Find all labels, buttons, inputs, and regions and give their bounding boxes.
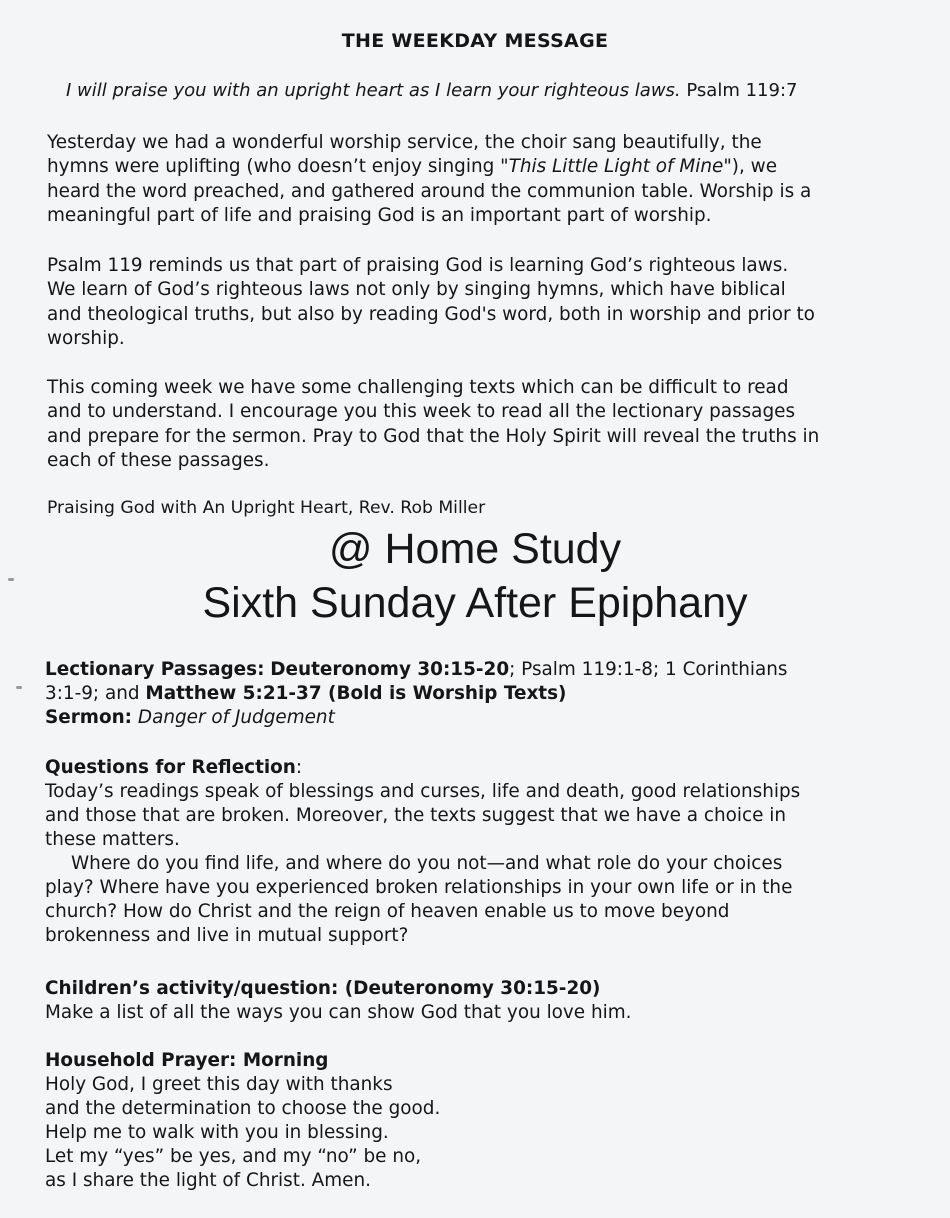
text-line: We learn of God’s righteous laws not only by singing hymns, which have biblical [47,279,786,301]
text-line: Help me to walk with you in blessing. [45,1122,389,1143]
heading-text: Questions for Reflection [45,757,296,778]
scan-speck [16,686,22,689]
text-line: brokenness and live in mutual support? [45,925,409,946]
text-line [47,155,919,179]
scripture-verse [66,80,797,101]
text-line: these matters. [45,829,180,850]
text-line: Where do you find life, and where do you not—and what role do your choices [71,853,783,874]
paragraph-worship [47,131,919,228]
text-line: meaningful part of life and praising God is an important part of worship. [47,204,712,226]
lectionary-worship-text: Deuteronomy 30:15-20 [270,659,510,680]
lectionary-worship-text: Matthew 5:21-37 (Bold is Worship Texts) [145,683,567,704]
lectionary-section [45,658,925,730]
text-line: and to understand. I encourage you this week to read all the lectionary passages [47,401,796,423]
text-line: Holy God, I greet this day with thanks [45,1074,393,1095]
hymn-title: "This Little Light of Mine" [500,156,732,178]
text-line: and prepare for the sermon. Pray to God that the Holy Spirit will reveal the truths in [47,425,820,447]
verse-reference: Psalm 119:7 [686,80,798,101]
text-line: and the determination to choose the good. [45,1098,441,1119]
paragraph-coming-week [47,376,919,473]
text-span: ; Psalm 119:1-8; 1 Corinthians [509,659,788,680]
sermon-title: Danger of Judgement [137,707,335,728]
heading-text: Household Prayer: Morning [45,1050,329,1071]
text-line: and those that are broken. Moreover, the texts suggest that we have a choice in [45,805,787,826]
scan-speck [8,578,14,581]
page-title: THE WEEKDAY MESSAGE [341,30,609,52]
section-heading [45,756,925,780]
text-line: play? Where have you experienced broken relationships in your own life or in the [45,877,793,898]
study-subtitle: Sixth Sunday After Epiphany [202,579,748,627]
heading-text: Children’s activity/question: (Deuteronomy 30:15-20) [45,978,601,999]
text-line: each of these passages. [47,449,270,471]
text-line [45,706,925,730]
text-line: heard the word preached, and gathered around the communion table. Worship is a [47,180,812,202]
lectionary-label: Lectionary Passages: [45,659,265,680]
text-line: This coming week we have some challenging texts which can be difficult to read [47,377,789,398]
text-span: hymns were uplifting (who doesn’t enjoy singing [47,156,501,178]
text-line [45,658,925,682]
paragraph-psalm [47,254,919,351]
signature: Praising God with An Upright Heart, Rev. Rob Miller [47,498,486,518]
reflection-section [45,756,925,948]
section-heading [45,977,925,1001]
text-line: Today’s readings speak of blessings and curses, life and death, good relationships [45,781,801,802]
sermon-label: Sermon: [45,707,133,728]
prayer-section [45,1049,925,1193]
text-line: Yesterday we had a wonderful worship service, the choir sang beautifully, the [47,132,762,153]
section-heading [45,1049,925,1073]
text-line: church? How do Christ and the reign of heaven enable us to move beyond [45,901,730,922]
text-line: Make a list of all the ways you can show God that you love him. [45,1002,632,1023]
text-line [45,682,925,706]
verse-text: I will praise you with an upright heart as I learn your righteous laws. [66,80,681,101]
text-span: 3:1-9; and [45,683,146,704]
text-line: Psalm 119 reminds us that part of praising God is learning God’s righteous laws. [47,255,789,276]
text-line: worship. [47,327,125,349]
text-line: Let my “yes” be yes, and my “no” be no, [45,1146,422,1167]
text-line: and theological truths, but also by reading God's word, both in worship and prior to [47,303,815,325]
text-span: : [295,757,303,778]
study-title: @ Home Study [328,525,622,573]
children-section [45,977,925,1025]
text-span: ), we [731,156,778,178]
text-line: as I share the light of Christ. Amen. [45,1170,371,1191]
